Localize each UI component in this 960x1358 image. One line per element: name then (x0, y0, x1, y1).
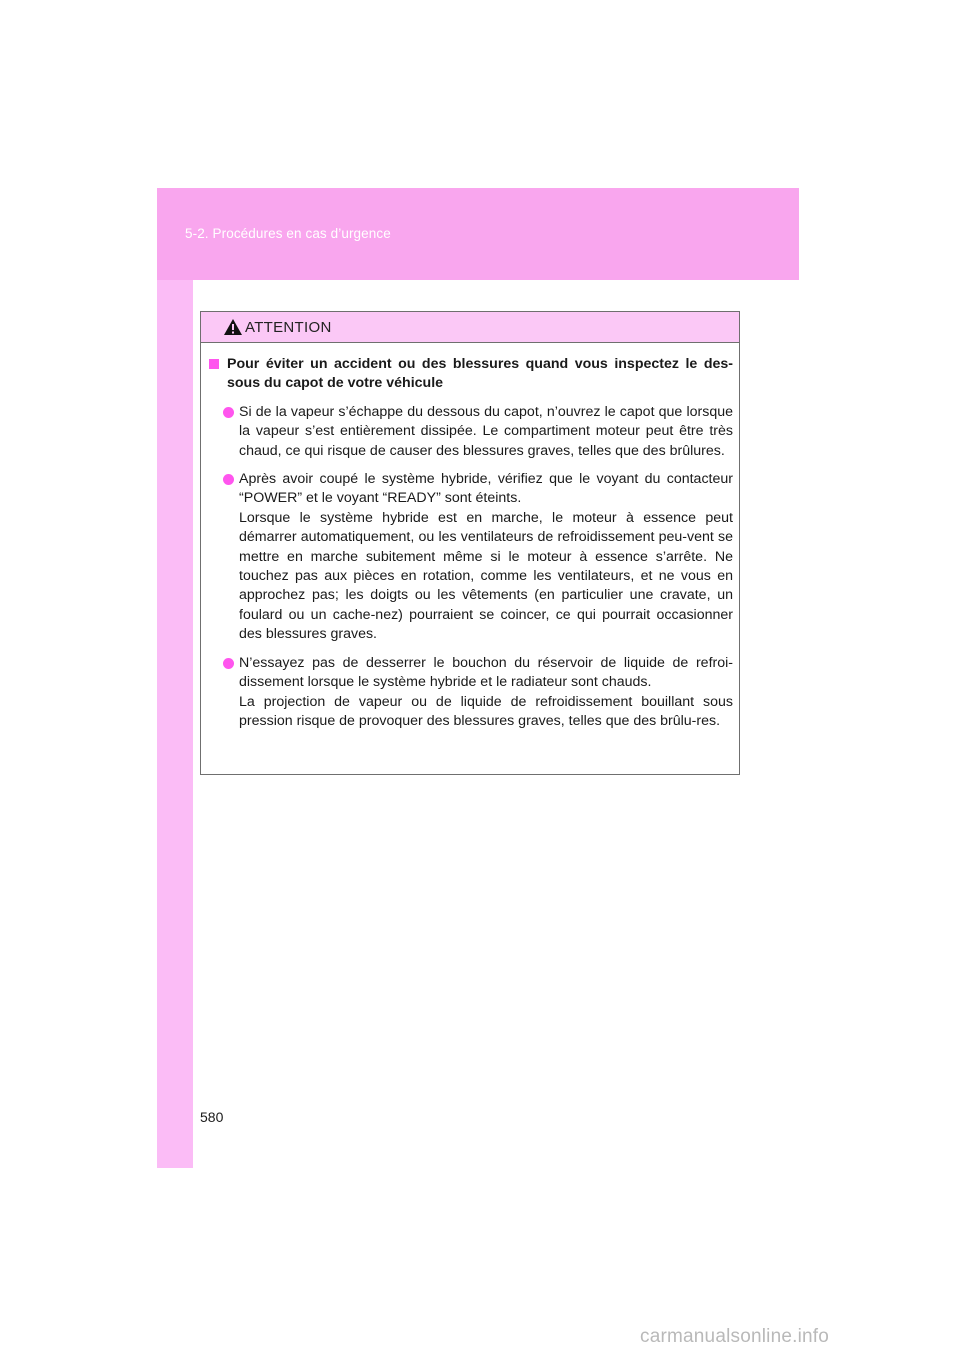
attention-heading (209, 355, 733, 394)
round-bullet-icon (223, 658, 234, 669)
bullet-paragraph: Lorsque le système hybride est en marche, le moteur à essence peut démarrer automatiquement, ou les ventilateurs de refroidissement peu-vent se mettre en marche subitement même si le moteur à essence s’arrête. Ne touchez pas aux pièces en rotation, comme les ventilateurs, et ne vous en approchez pas; les doigts ou les vêtements (en particulier une cravate, un foulard ou un cache-nez) pourraient se coincer, ce qui pourrait occasionner des blessures graves. (239, 509, 733, 643)
attention-header (201, 312, 739, 343)
bullet-paragraph: Après avoir coupé le système hybride, vérifiez que le voyant du contacteur “POWER” et le voyant “READY” sont éteints. (239, 471, 733, 507)
attention-title: ATTENTION (245, 319, 332, 336)
section-title: 5-2. Procédures en cas d’urgence (185, 226, 391, 241)
bullet-paragraph: La projection de vapeur ou de liquide de refroidissement bouillant sous pression risque de provoquer des blessures graves, telles que des brûlu-res. (239, 693, 733, 729)
side-strip (157, 188, 193, 1168)
attention-heading-text: Pour éviter un accident ou des blessures quand vous inspectez le des-sous du capot de votre véhicule (227, 356, 733, 392)
bullet-item (209, 470, 733, 645)
attention-content (201, 343, 739, 731)
watermark[interactable]: carmanualsonline.info (640, 1326, 830, 1347)
bullet-paragraph: Si de la vapeur s’échappe du dessous du capot, n’ouvrez le capot que lorsque la vapeur s’est entièrement dissipée. Le compartiment moteur peut être très chaud, ce qui risque de causer des blessures graves, telles que des brûlures. (239, 403, 733, 459)
bullet-paragraph: N’essayez pas de desserrer le bouchon du réservoir de liquide de refroi-dissement lorsque le système hybride et le radiateur sont chauds. (239, 654, 733, 691)
attention-box (200, 311, 740, 775)
round-bullet-icon (223, 474, 234, 485)
bullet-item (209, 403, 733, 461)
warning-triangle-icon (223, 318, 243, 336)
round-bullet-icon (223, 407, 234, 418)
bullet-item (209, 654, 733, 732)
page-number: 580 (200, 1109, 224, 1125)
square-bullet-icon (209, 359, 219, 369)
